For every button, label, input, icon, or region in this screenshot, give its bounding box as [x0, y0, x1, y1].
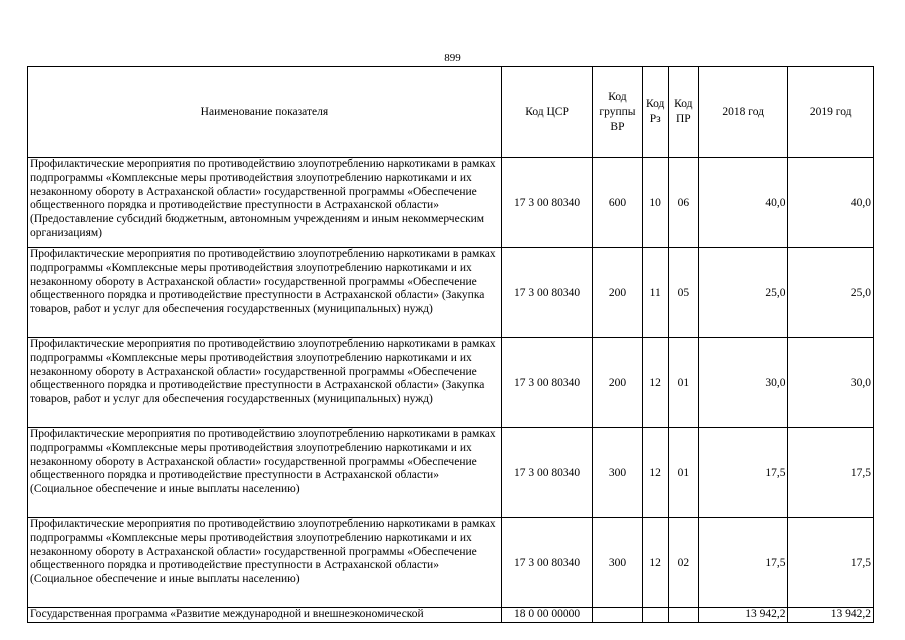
table-row	[28, 248, 874, 338]
row-amount-2019: 17,5	[788, 518, 874, 608]
row-csr-code: 17 3 00 80340	[501, 338, 593, 428]
row-amount-2018: 40,0	[698, 158, 788, 248]
row-name: Профилактические мероприятия по противодействию злоупотреблению наркотиками в рамках подпрограммы «Комплексные меры противодействия злоупотреблению наркотиками и их незаконному обороту в Астраханской области» государственной программы «Обеспечение общественного порядка и противодействие преступности в Астраханской области» (Социальное обеспечение и иные выплаты населению)	[28, 428, 502, 518]
row-vr-code: 200	[593, 248, 642, 338]
row-vr-code: 200	[593, 338, 642, 428]
row-rz-code: 12	[642, 428, 668, 518]
row-name: Профилактические мероприятия по противодействию злоупотреблению наркотиками в рамках подпрограммы «Комплексные меры противодействия злоупотреблению наркотиками и их незаконному обороту в Астраханской области» государственной программы «Обеспечение общественного порядка и противодействие преступности в Астраханской области» (Закупка товаров, работ и услуг для обеспечения государственных (муниципальных) нужд)	[28, 338, 502, 428]
row-csr-code: 17 3 00 80340	[501, 518, 593, 608]
row-vr-code	[593, 608, 642, 623]
row-amount-2018: 17,5	[698, 518, 788, 608]
row-rz-code: 12	[642, 338, 668, 428]
row-name: Профилактические мероприятия по противодействию злоупотреблению наркотиками в рамках подпрограммы «Комплексные меры противодействия злоупотреблению наркотиками и их незаконному обороту в Астраханской области» государственной программы «Обеспечение общественного порядка и противодействие преступности в Астраханской области» (Социальное обеспечение и иные выплаты населению)	[28, 518, 502, 608]
row-pr-code: 06	[668, 158, 698, 248]
header-csr-code: Код ЦСР	[501, 67, 593, 158]
row-amount-2018: 13 942,2	[698, 608, 788, 623]
row-pr-code: 01	[668, 338, 698, 428]
row-amount-2019: 17,5	[788, 428, 874, 518]
row-amount-2018: 25,0	[698, 248, 788, 338]
row-rz-code: 12	[642, 518, 668, 608]
row-rz-code: 10	[642, 158, 668, 248]
row-vr-code: 300	[593, 428, 642, 518]
row-rz-code: 11	[642, 248, 668, 338]
table-header-row	[28, 67, 874, 158]
row-amount-2019: 40,0	[788, 158, 874, 248]
row-csr-code: 18 0 00 00000	[501, 608, 593, 623]
page-number: 899	[444, 52, 461, 64]
table-row	[28, 338, 874, 428]
row-amount-2018: 30,0	[698, 338, 788, 428]
table-row	[28, 608, 874, 623]
row-name: Государственная программа «Развитие международной и внешнеэкономической	[28, 608, 502, 623]
row-name: Профилактические мероприятия по противодействию злоупотреблению наркотиками в рамках подпрограммы «Комплексные меры противодействия злоупотреблению наркотиками и их незаконному обороту в Астраханской области» государственной программы «Обеспечение общественного порядка и противодействие преступности в Астраханской области» (Предоставление субсидий бюджетным, автономным учреждениям и иным некоммерческим организациям)	[28, 158, 502, 248]
row-csr-code: 17 3 00 80340	[501, 248, 593, 338]
row-amount-2019: 30,0	[788, 338, 874, 428]
table-row	[28, 428, 874, 518]
row-name: Профилактические мероприятия по противодействию злоупотреблению наркотиками в рамках подпрограммы «Комплексные меры противодействия злоупотреблению наркотиками и их незаконному обороту в Астраханской области» государственной программы «Обеспечение общественного порядка и противодействие преступности в Астраханской области» (Закупка товаров, работ и услуг для обеспечения государственных (муниципальных) нужд)	[28, 248, 502, 338]
row-amount-2018: 17,5	[698, 428, 788, 518]
header-name: Наименование показателя	[28, 67, 502, 158]
row-pr-code: 02	[668, 518, 698, 608]
row-amount-2019: 13 942,2	[788, 608, 874, 623]
row-vr-code: 600	[593, 158, 642, 248]
header-rz-code: Код Рз	[642, 67, 668, 158]
row-rz-code	[642, 608, 668, 623]
header-vr-code: Код группы ВР	[593, 67, 642, 158]
header-pr-code: Код ПР	[668, 67, 698, 158]
row-amount-2019: 25,0	[788, 248, 874, 338]
table-row	[28, 158, 874, 248]
row-pr-code	[668, 608, 698, 623]
header-year-2019: 2019 год	[788, 67, 874, 158]
header-year-2018: 2018 год	[698, 67, 788, 158]
row-vr-code: 300	[593, 518, 642, 608]
row-csr-code: 17 3 00 80340	[501, 158, 593, 248]
row-csr-code: 17 3 00 80340	[501, 428, 593, 518]
row-pr-code: 05	[668, 248, 698, 338]
table-row	[28, 518, 874, 608]
budget-table	[27, 66, 874, 623]
row-pr-code: 01	[668, 428, 698, 518]
